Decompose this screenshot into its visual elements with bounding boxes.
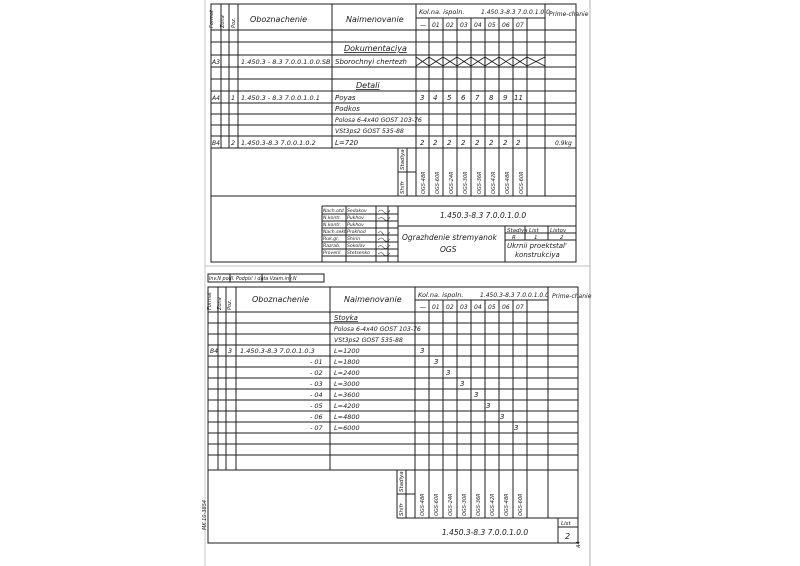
r1-oboz: 1.450.3 - 8.3 7.0.0.1.0.0.SB: [241, 58, 331, 66]
r2-format: A4: [212, 95, 220, 102]
s2-col-05: 05: [488, 304, 496, 311]
hdr-zona: Zona: [220, 15, 226, 28]
s2-qty-6: 3: [500, 413, 505, 421]
hdr-oboznachenie: Oboznachenie: [250, 15, 308, 24]
s2-length-0: L=1200: [334, 347, 360, 355]
r2-oboz: 1.450.3 - 8.3 7.0.0.1.0.1: [241, 94, 320, 102]
s2-length-1: L=1800: [334, 358, 360, 366]
col-dash: —: [420, 22, 426, 29]
s2-label-stadiya: Stadiya: [399, 471, 405, 492]
col-06: 06: [502, 22, 510, 29]
tb-role-5: Razrab.: [323, 244, 341, 249]
r3-note: 0.9kg: [555, 140, 572, 147]
tb-role-1: N.kontr.: [323, 216, 342, 221]
variant-6: OGS-48R: [505, 171, 511, 194]
variant-1: OGS-60R: [435, 171, 441, 194]
s2-hdr-naimenovanie: Naimenovanie: [344, 295, 402, 304]
s2-list-num: 2: [565, 532, 571, 541]
r3-val-7: 2: [516, 139, 521, 147]
s2-variant-5: OGS-42R: [490, 493, 496, 516]
top-strip-text: Inv.N podl. Podpis' i data Vzam.inv.N: [209, 277, 297, 282]
tb-listov-val: 2: [560, 235, 564, 241]
s2-variant-2: OGS-24R: [448, 493, 454, 516]
s2-variant-3: OGS-30R: [462, 493, 468, 516]
r3-val-4: 2: [475, 139, 480, 147]
s2-length-3: L=3000: [334, 380, 360, 388]
r3-val-6: 2: [503, 139, 508, 147]
s2-length-4: L=3600: [334, 391, 360, 399]
s2-format-mark: A4: [576, 541, 582, 548]
r3-val-0: 2: [420, 139, 425, 147]
tb-role-3: Nach.sekt.: [323, 230, 348, 235]
tb-stadiya-val: R: [512, 235, 516, 241]
s2-col-02: 02: [446, 304, 454, 311]
s2-col-03: 03: [460, 304, 468, 311]
tb-stadiya: Stadiya: [507, 228, 528, 234]
s2-col-06: 06: [502, 304, 510, 311]
col-03: 03: [460, 22, 468, 29]
s2-qty-0: 3: [420, 347, 425, 355]
s2-hdr-primechanie: Prime-chanie: [552, 293, 592, 300]
tb-item-sub: OGS: [440, 245, 457, 254]
s2-r-poz: 3: [228, 347, 233, 355]
s2-qty-2: 3: [446, 369, 451, 377]
r2-val-5: 8: [489, 94, 494, 102]
side-code: MK 10-3854: [202, 499, 208, 530]
hdr-kol: Kol.na. ispoln.: [419, 8, 465, 16]
tb-role-0: Nach.otd: [323, 209, 344, 214]
s2-stoyka-mat1: Polosa 6-4x40 GOST 103-76: [334, 326, 421, 333]
tb-role-4: Ruk.gr.: [323, 237, 340, 242]
hdr-format: Format: [209, 10, 215, 28]
s2-hdr-oboznachenie: Oboznachenie: [252, 295, 310, 304]
variant-0: OGS-48R: [421, 171, 427, 194]
r3-val-2: 2: [447, 139, 452, 147]
s2-hdr-kol: Kol.na. ispoln.: [418, 291, 464, 299]
s2-stoyka-mat2: VSt3ps2 GOST 535-88: [334, 337, 403, 344]
tb-list: List: [529, 228, 539, 234]
r3-naim: L=720: [335, 139, 359, 147]
r2-val-6: 9: [503, 94, 508, 102]
s2-qty-3: 3: [460, 380, 465, 388]
col-02: 02: [446, 22, 454, 29]
s2-hdr-poz: Poz.: [227, 299, 233, 310]
s2-list-label: List: [561, 521, 571, 527]
variant-7: OGS-60R: [519, 171, 525, 194]
s2-suffix-2: - 03: [310, 380, 323, 388]
tb-name-0: Sedakov: [347, 209, 367, 214]
r3-poz: 2: [231, 139, 236, 147]
s2-r-format: B4: [210, 348, 218, 355]
s2-length-7: L=6000: [334, 424, 360, 432]
s2-length-2: L=2400: [334, 369, 360, 377]
variant-3: OGS-30R: [463, 171, 469, 194]
r1-naim: Sborochnyi chertezh: [335, 58, 407, 66]
s2-variant-7: OGS-60R: [518, 493, 524, 516]
s2-qty-5: 3: [486, 402, 491, 410]
s2-col-04: 04: [474, 304, 482, 311]
s2-suffix-4: - 05: [310, 402, 323, 410]
hdr-primechanie: Prime-chanie: [549, 11, 589, 18]
tb-org2: konstrukciya: [515, 251, 560, 259]
s2-hdr-format: Format: [207, 292, 213, 310]
col-04: 04: [474, 22, 482, 29]
tb-name-3: Prokhod: [347, 230, 366, 235]
s2-col-01: 01: [432, 304, 440, 311]
variant-5: OGS-42R: [491, 171, 497, 194]
s2-qty-4: 3: [474, 391, 479, 399]
r2-val-7: 11: [514, 94, 523, 102]
label-stadiya: Stadiya: [400, 149, 406, 170]
r3-val-1: 2: [433, 139, 438, 147]
variant-4: OGS-36R: [477, 171, 483, 194]
r1-format: A3: [212, 59, 220, 66]
r2-poz: 1: [231, 94, 236, 102]
s2-suffix-0: - 01: [310, 358, 323, 366]
s2-hdr-code: 1.450.3-8.3 7.0.0.1.0.0: [480, 292, 549, 299]
s2-hdr-zona: Zona: [217, 297, 223, 310]
r3-val-5: 2: [489, 139, 494, 147]
tb-org1: Ukrnii proektstal': [507, 242, 567, 250]
section-detali: Detali: [356, 81, 380, 90]
r2-val-0: 3: [420, 94, 425, 102]
s2-variant-4: OGS-36R: [476, 493, 482, 516]
s2-variant-6: OGS-48R: [504, 493, 510, 516]
s2-length-5: L=4200: [334, 402, 360, 410]
s2-qty-1: 3: [434, 358, 439, 366]
section-dokumentaciya: Dokumentaciya: [344, 44, 407, 53]
label-shifr: Shifr: [400, 181, 406, 194]
variant-2: OGS-24R: [449, 171, 455, 194]
r2-naim4: VSt3ps2 GOST 535-88: [335, 128, 404, 135]
tb-name-5: Sokolov: [347, 244, 366, 249]
r2-val-1: 4: [433, 94, 438, 102]
hdr-code: 1.450.3-8.3 7.0.0.1.0.0: [481, 9, 550, 16]
hdr-naimenovanie: Naimenovanie: [346, 15, 404, 24]
s2-r-oboz: 1.450.3-8.3 7.0.0.1.0.3: [240, 347, 315, 355]
r2-naim3: Polosa 6-4x40 GOST 103-76: [335, 117, 422, 124]
tb-listov: Listov: [550, 228, 567, 234]
r2-naim1: Poyas: [335, 94, 356, 102]
r3-val-3: 2: [461, 139, 466, 147]
r2-val-4: 7: [475, 94, 480, 102]
r3-format: B4: [212, 140, 220, 147]
col-01: 01: [432, 22, 440, 29]
tb-role-6: Proveril: [323, 251, 341, 256]
s2-code: 1.450.3-8.3 7.0.0.1.0.0: [442, 528, 529, 537]
hdr-poz: Poz.: [231, 17, 237, 28]
s2-suffix-1: - 02: [310, 369, 323, 377]
r3-oboz: 1.450.3-8.3 7.0.0.1.0.2: [241, 139, 316, 147]
r2-val-3: 6: [461, 94, 466, 102]
s2-variant-1: OGS-60R: [434, 493, 440, 516]
s2-length-6: L=4800: [334, 413, 360, 421]
tb-name-4: Shirin: [347, 237, 361, 242]
s2-suffix-6: - 07: [310, 424, 323, 432]
tb-list-val: 1: [534, 235, 538, 241]
tb-code: 1.450.3-8.3 7.0.0.1.0.0: [440, 211, 527, 220]
s2-col-dash: —: [420, 304, 426, 311]
tb-role-2: N.kontr.: [323, 223, 342, 228]
s2-label-shifr: Shifr: [399, 503, 405, 516]
tb-name-6: Stetsenko: [347, 251, 370, 256]
tb-item-title: Ograzhdenie stremyanok: [402, 233, 497, 242]
tb-name-1: Pukhov: [347, 216, 364, 221]
r2-val-2: 5: [447, 94, 452, 102]
s2-suffix-5: - 06: [310, 413, 323, 421]
r2-naim2: Podkos: [335, 105, 360, 113]
s2-col-07: 07: [516, 304, 524, 311]
col-07: 07: [516, 22, 524, 29]
s2-qty-7: 3: [514, 424, 519, 432]
col-05: 05: [488, 22, 496, 29]
s2-suffix-3: - 04: [310, 391, 323, 399]
s2-stoyka: Stoyka: [334, 314, 358, 322]
tb-name-2: Pukhov: [347, 223, 364, 228]
s2-variant-0: OGS-48R: [420, 493, 426, 516]
